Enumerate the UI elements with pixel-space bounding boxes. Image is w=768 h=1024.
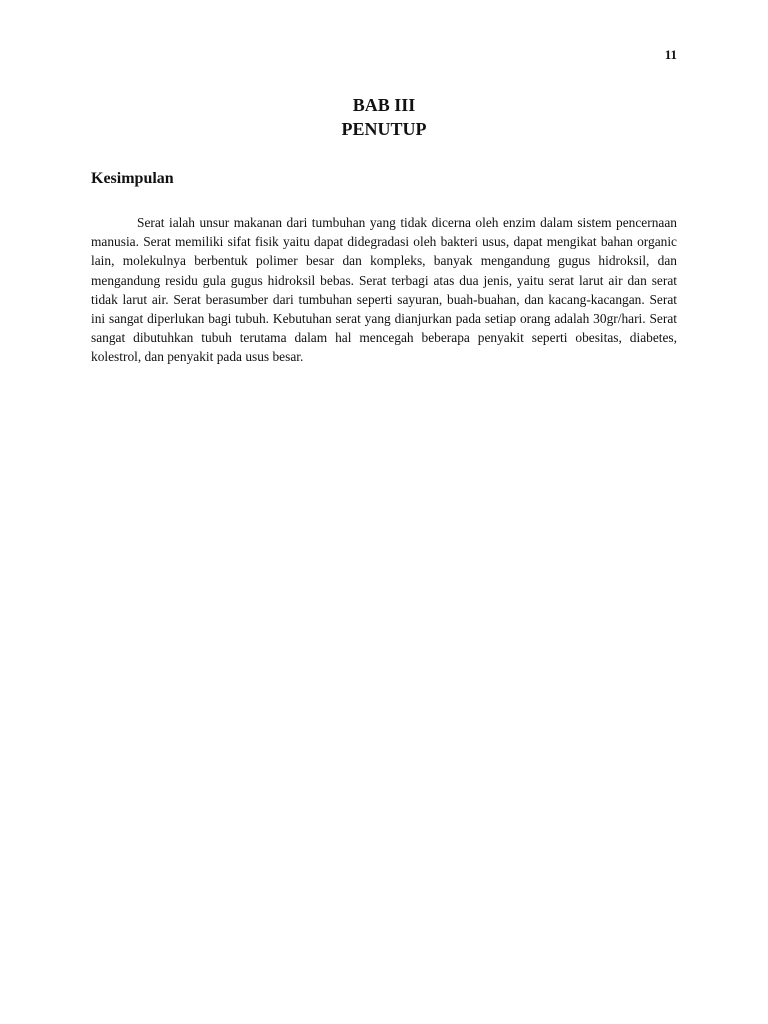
body-paragraph: Serat ialah unsur makanan dari tumbuhan yang tidak dicerna oleh enzim dalam sistem pencernaan manusia. Serat memiliki sifat fisik yaitu dapat didegradasi oleh bakteri usus, dapat mengikat bahan organic lain, molekulnya berbentuk polimer besar dan kompleks, banyak mengandung gugus hidroksil, dan mengandung residu gula gugus hidroksil bebas. Serat terbagi atas dua jenis, yaitu serat larut air dan serat tidak larut air. Serat berasumber dari tumbuhan seperti sayuran, buah-buahan, dan kacang-kacangan. Serat ini sangat diperlukan bagi tubuh. Kebutuhan serat yang dianjurkan pada setiap orang adalah 30gr/hari. Serat sangat dibutuhkan tubuh terutama dalam hal mencegah beberapa penyakit seperti obesitas, diabetes, kolestrol, dan penyakit pada usus besar. bbox=[91, 215, 677, 365]
chapter-title: BAB III bbox=[352, 95, 416, 115]
chapter-header bbox=[0, 93, 768, 141]
page-number: 11 bbox=[664, 47, 677, 62]
chapter-subtitle: PENUTUP bbox=[341, 119, 427, 139]
section-heading: Kesimpulan bbox=[91, 170, 174, 187]
